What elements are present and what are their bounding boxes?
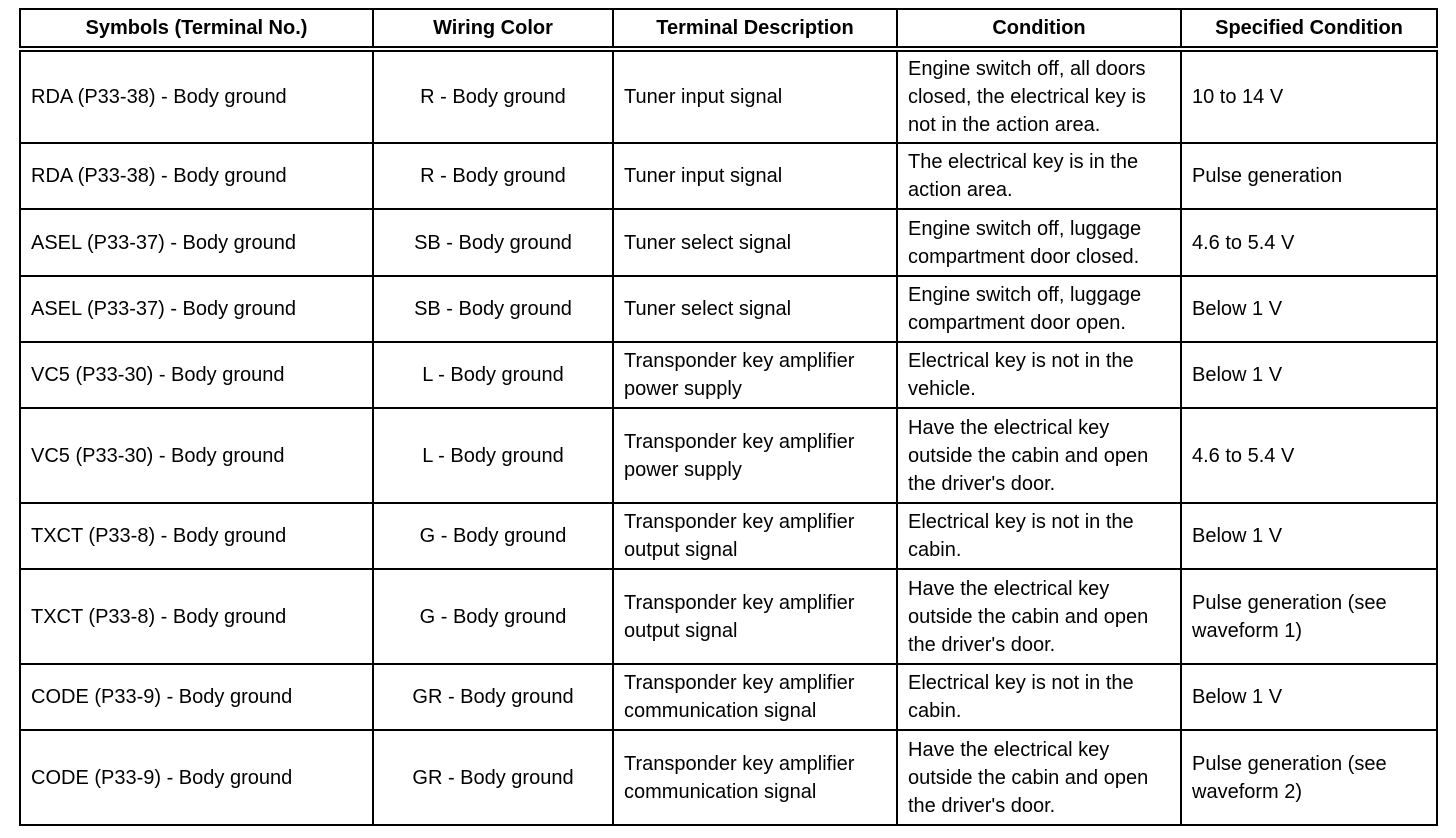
cell-description: Transponder key amplifier output signal	[613, 569, 897, 664]
cell-condition: Engine switch off, luggage compartment door closed.	[897, 209, 1181, 276]
cell-condition: Have the electrical key outside the cabin and open the driver's door.	[897, 408, 1181, 503]
cell-wiring: R - Body ground	[373, 143, 613, 209]
cell-description: Tuner input signal	[613, 49, 897, 143]
cell-wiring: SB - Body ground	[373, 276, 613, 342]
cell-description: Transponder key amplifier power supply	[613, 342, 897, 408]
table-row	[20, 342, 1437, 408]
header-wiring-color: Wiring Color	[373, 9, 613, 49]
cell-condition: Have the electrical key outside the cabin and open the driver's door.	[897, 569, 1181, 664]
terminal-spec-table	[19, 8, 1438, 826]
cell-description: Tuner select signal	[613, 276, 897, 342]
cell-symbol: CODE (P33-9) - Body ground	[20, 730, 373, 825]
cell-specified: Pulse generation (see waveform 1)	[1181, 569, 1437, 664]
table-body	[20, 49, 1437, 825]
cell-symbol: TXCT (P33-8) - Body ground	[20, 503, 373, 569]
cell-condition: Electrical key is not in the vehicle.	[897, 342, 1181, 408]
table-row	[20, 730, 1437, 825]
table-header	[20, 9, 1437, 49]
cell-specified: 4.6 to 5.4 V	[1181, 408, 1437, 503]
cell-symbol: TXCT (P33-8) - Body ground	[20, 569, 373, 664]
cell-condition: Electrical key is not in the cabin.	[897, 503, 1181, 569]
table-row	[20, 276, 1437, 342]
cell-condition: Have the electrical key outside the cabin and open the driver's door.	[897, 730, 1181, 825]
cell-description: Tuner input signal	[613, 143, 897, 209]
cell-description: Transponder key amplifier output signal	[613, 503, 897, 569]
cell-description: Tuner select signal	[613, 209, 897, 276]
table-row	[20, 569, 1437, 664]
cell-wiring: GR - Body ground	[373, 730, 613, 825]
cell-wiring: R - Body ground	[373, 49, 613, 143]
cell-description: Transponder key amplifier communication signal	[613, 730, 897, 825]
cell-description: Transponder key amplifier power supply	[613, 408, 897, 503]
table-row	[20, 209, 1437, 276]
cell-wiring: L - Body ground	[373, 408, 613, 503]
cell-condition: Electrical key is not in the cabin.	[897, 664, 1181, 730]
cell-symbol: ASEL (P33-37) - Body ground	[20, 209, 373, 276]
table-row	[20, 49, 1437, 143]
cell-symbol: RDA (P33-38) - Body ground	[20, 143, 373, 209]
cell-condition: Engine switch off, all doors closed, the electrical key is not in the action area.	[897, 49, 1181, 143]
cell-symbol: VC5 (P33-30) - Body ground	[20, 342, 373, 408]
table-row	[20, 503, 1437, 569]
cell-wiring: G - Body ground	[373, 503, 613, 569]
cell-specified: Below 1 V	[1181, 342, 1437, 408]
cell-specified: Below 1 V	[1181, 276, 1437, 342]
cell-wiring: SB - Body ground	[373, 209, 613, 276]
cell-symbol: VC5 (P33-30) - Body ground	[20, 408, 373, 503]
header-symbols: Symbols (Terminal No.)	[20, 9, 373, 49]
cell-specified: Pulse generation (see waveform 2)	[1181, 730, 1437, 825]
cell-wiring: L - Body ground	[373, 342, 613, 408]
cell-specified: 4.6 to 5.4 V	[1181, 209, 1437, 276]
cell-symbol: CODE (P33-9) - Body ground	[20, 664, 373, 730]
cell-description: Transponder key amplifier communication signal	[613, 664, 897, 730]
table-row	[20, 408, 1437, 503]
cell-specified: Below 1 V	[1181, 503, 1437, 569]
header-specified-condition: Specified Condition	[1181, 9, 1437, 49]
cell-condition: The electrical key is in the action area.	[897, 143, 1181, 209]
header-terminal-description: Terminal Description	[613, 9, 897, 49]
cell-specified: Pulse generation	[1181, 143, 1437, 209]
table-row	[20, 664, 1437, 730]
table-row	[20, 143, 1437, 209]
cell-wiring: GR - Body ground	[373, 664, 613, 730]
cell-symbol: RDA (P33-38) - Body ground	[20, 49, 373, 143]
header-row	[20, 9, 1437, 49]
cell-condition: Engine switch off, luggage compartment door open.	[897, 276, 1181, 342]
cell-specified: 10 to 14 V	[1181, 49, 1437, 143]
cell-wiring: G - Body ground	[373, 569, 613, 664]
header-condition: Condition	[897, 9, 1181, 49]
cell-symbol: ASEL (P33-37) - Body ground	[20, 276, 373, 342]
cell-specified: Below 1 V	[1181, 664, 1437, 730]
